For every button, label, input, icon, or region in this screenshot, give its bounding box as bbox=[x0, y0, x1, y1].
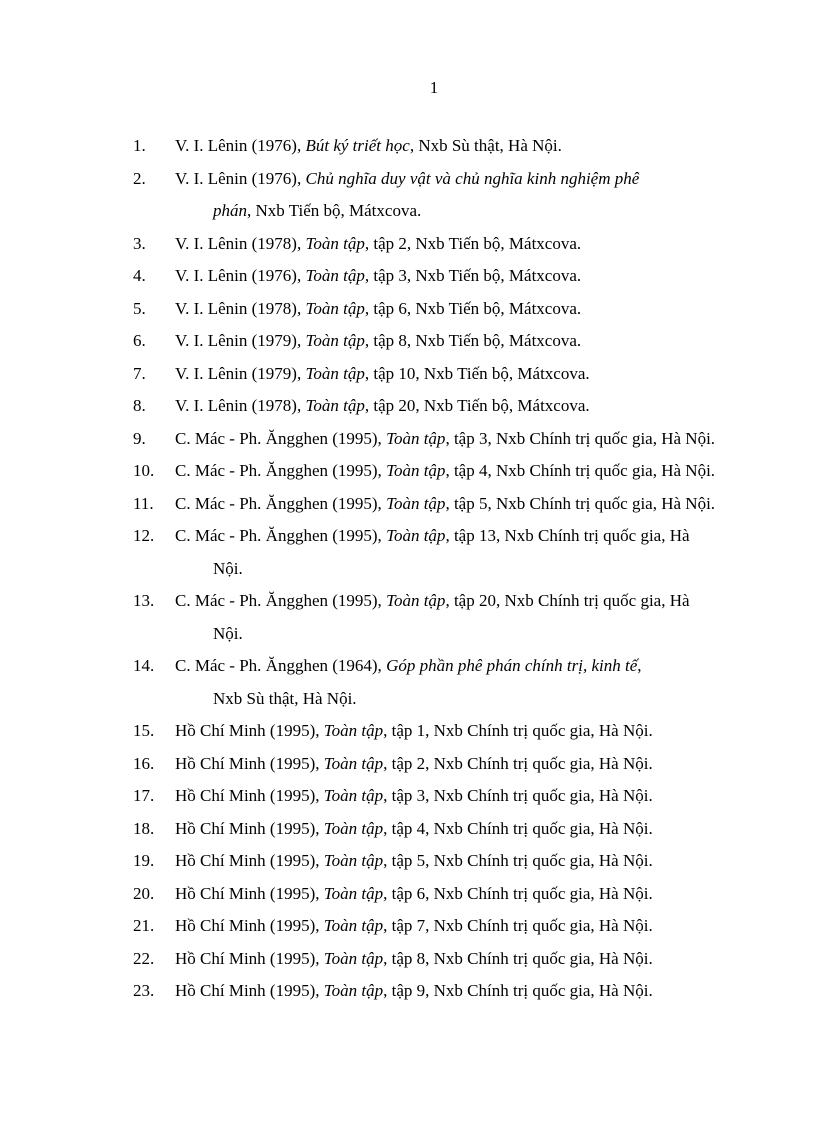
reference-details: , tập 6, Nxb Tiến bộ, Mátxcova. bbox=[364, 298, 582, 318]
reference-item bbox=[133, 455, 740, 488]
reference-list bbox=[0, 130, 816, 1008]
reference-author-year: V. I. Lênin (1979), bbox=[175, 331, 306, 350]
reference-author-year: Hồ Chí Minh (1995), bbox=[175, 786, 324, 805]
reference-number: 19. bbox=[133, 851, 155, 870]
reference-title: Toàn tập bbox=[305, 396, 365, 415]
reference-title: Chủ nghĩa duy vật và chủ nghĩa kinh nghiệm phê bbox=[305, 168, 640, 188]
reference-author-year: V. I. Lênin (1978), bbox=[175, 233, 306, 253]
reference-author-year: C. Mác - Ph. Ăngghen (1964), bbox=[175, 656, 387, 675]
reference-details: , tập 4, Nxb Chính trị quốc gia, Hà Nội. bbox=[445, 461, 716, 480]
reference-continuation bbox=[175, 195, 740, 228]
reference-author-year: Hồ Chí Minh (1995), bbox=[175, 851, 324, 870]
reference-item bbox=[133, 748, 740, 781]
reference-item bbox=[133, 260, 740, 293]
reference-details: , tập 13, Nxb Chính trị quốc gia, Hà bbox=[445, 526, 690, 545]
reference-details: , tập 10, Nxb Tiến bộ, Mátxcova. bbox=[364, 363, 590, 383]
reference-title: Toàn tập bbox=[305, 298, 365, 318]
reference-author-year: Hồ Chí Minh (1995), bbox=[175, 818, 324, 838]
reference-details: , tập 8, Nxb Chính trị quốc gia, Hà Nội. bbox=[383, 948, 653, 968]
reference-author-year: C. Mác - Ph. Ăngghen (1995), bbox=[175, 526, 387, 545]
reference-continuation-text: Nội. bbox=[213, 623, 243, 643]
reference-details: , tập 1, Nxb Chính trị quốc gia, Hà Nội. bbox=[383, 721, 653, 740]
reference-number: 20. bbox=[133, 883, 155, 903]
reference-number: 2. bbox=[133, 168, 146, 188]
reference-item bbox=[133, 358, 740, 391]
reference-details: , tập 20, Nxb Chính trị quốc gia, Hà bbox=[445, 591, 690, 610]
reference-item bbox=[133, 130, 740, 163]
reference-details: , tập 6, Nxb Chính trị quốc gia, Hà Nội. bbox=[383, 883, 653, 903]
reference-number: 15. bbox=[133, 721, 155, 740]
reference-author-year: Hồ Chí Minh (1995), bbox=[175, 948, 324, 968]
reference-author-year: C. Mác - Ph. Ăngghen (1995), bbox=[175, 428, 387, 448]
reference-item bbox=[133, 845, 740, 878]
reference-title: Góp phần phê phán chính trị, kinh tế bbox=[386, 656, 638, 675]
reference-number: 12. bbox=[133, 526, 155, 545]
reference-details: , tập 20, Nxb Tiến bộ, Mátxcova. bbox=[364, 396, 590, 415]
reference-author-year: V. I. Lênin (1978), bbox=[175, 396, 306, 415]
reference-title: Toàn tập bbox=[323, 753, 384, 773]
reference-item bbox=[133, 293, 740, 326]
reference-title: Toàn tập bbox=[305, 266, 365, 285]
reference-details: , tập 3, Nxb Chính trị quốc gia, Hà Nội. bbox=[445, 428, 716, 448]
reference-title: Toàn tập bbox=[386, 493, 446, 513]
reference-number: 16. bbox=[133, 753, 155, 773]
reference-continuation bbox=[175, 618, 740, 651]
reference-title: Toàn tập bbox=[386, 461, 446, 480]
reference-details: , tập 5, Nxb Chính trị quốc gia, Hà Nội. bbox=[383, 851, 653, 870]
reference-author-year: V. I. Lênin (1976), bbox=[175, 136, 306, 155]
reference-continuation bbox=[175, 683, 740, 716]
reference-number: 22. bbox=[133, 948, 155, 968]
reference-title: Toàn tập bbox=[386, 591, 446, 610]
reference-title: Toàn tập bbox=[305, 233, 365, 253]
reference-author-year: C. Mác - Ph. Ăngghen (1995), bbox=[175, 493, 387, 513]
reference-title: Toàn tập bbox=[323, 883, 384, 903]
reference-title: Bút ký triết học bbox=[305, 136, 410, 155]
reference-continuation-text: Nội. bbox=[213, 558, 243, 578]
reference-number: 9. bbox=[133, 428, 146, 448]
reference-details: , Nxb Sù thật, Hà Nội. bbox=[409, 136, 562, 155]
reference-author-year: V. I. Lênin (1976), bbox=[175, 266, 306, 285]
reference-details: , tập 3, Nxb Chính trị quốc gia, Hà Nội. bbox=[383, 786, 653, 805]
reference-author-year: C. Mác - Ph. Ăngghen (1995), bbox=[175, 591, 387, 610]
reference-number: 13. bbox=[133, 591, 155, 610]
reference-item bbox=[133, 943, 740, 976]
reference-item bbox=[133, 325, 740, 358]
reference-number: 6. bbox=[133, 331, 146, 350]
reference-title-continuation: phán bbox=[213, 201, 247, 220]
reference-details: , tập 5, Nxb Chính trị quốc gia, Hà Nội. bbox=[445, 493, 716, 513]
reference-author-year: V. I. Lênin (1976), bbox=[175, 168, 306, 188]
reference-item bbox=[133, 585, 740, 650]
reference-details: , tập 7, Nxb Chính trị quốc gia, Hà Nội. bbox=[383, 916, 653, 935]
reference-title: Toàn tập bbox=[323, 948, 384, 968]
reference-title: Toàn tập bbox=[323, 721, 384, 740]
reference-item bbox=[133, 878, 740, 911]
reference-item bbox=[133, 650, 740, 715]
reference-title: Toàn tập bbox=[305, 331, 365, 350]
reference-number: 1. bbox=[133, 136, 146, 155]
reference-number: 4. bbox=[133, 266, 146, 285]
reference-title: Toàn tập bbox=[305, 363, 365, 383]
reference-author-year: Hồ Chí Minh (1995), bbox=[175, 721, 324, 740]
reference-number: 8. bbox=[133, 396, 146, 415]
reference-title: Toàn tập bbox=[386, 526, 446, 545]
reference-number: 18. bbox=[133, 818, 155, 838]
reference-number: 10. bbox=[133, 461, 155, 480]
reference-details: , tập 8, Nxb Tiến bộ, Mátxcova. bbox=[364, 331, 582, 350]
reference-details: , tập 4, Nxb Chính trị quốc gia, Hà Nội. bbox=[383, 818, 653, 838]
reference-item bbox=[133, 975, 740, 1008]
reference-item bbox=[133, 390, 740, 423]
reference-title: Toàn tập bbox=[386, 428, 446, 448]
reference-number: 21. bbox=[133, 916, 155, 935]
reference-item bbox=[133, 163, 740, 228]
reference-details: , bbox=[637, 656, 642, 675]
reference-item bbox=[133, 488, 740, 521]
reference-number: 7. bbox=[133, 363, 146, 383]
reference-title: Toàn tập bbox=[323, 818, 384, 838]
reference-details: , tập 9, Nxb Chính trị quốc gia, Hà Nội. bbox=[383, 981, 653, 1000]
reference-item bbox=[133, 813, 740, 846]
reference-number: 11. bbox=[133, 493, 154, 513]
reference-title: Toàn tập bbox=[323, 981, 384, 1000]
reference-continuation-text: , Nxb Tiến bộ, Mátxcova. bbox=[247, 201, 422, 220]
reference-item bbox=[133, 910, 740, 943]
reference-number: 14. bbox=[133, 656, 155, 675]
reference-title: Toàn tập bbox=[323, 786, 384, 805]
reference-title: Toàn tập bbox=[323, 916, 384, 935]
reference-item bbox=[133, 423, 740, 456]
reference-details: , tập 2, Nxb Tiến bộ, Mátxcova. bbox=[364, 233, 582, 253]
reference-continuation bbox=[175, 553, 740, 586]
reference-author-year: Hồ Chí Minh (1995), bbox=[175, 883, 324, 903]
reference-author-year: Hồ Chí Minh (1995), bbox=[175, 753, 324, 773]
reference-author-year: C. Mác - Ph. Ăngghen (1995), bbox=[175, 461, 387, 480]
reference-number: 5. bbox=[133, 298, 146, 318]
reference-item bbox=[133, 520, 740, 585]
reference-author-year: V. I. Lênin (1978), bbox=[175, 298, 306, 318]
reference-details: , tập 2, Nxb Chính trị quốc gia, Hà Nội. bbox=[383, 753, 653, 773]
reference-author-year: Hồ Chí Minh (1995), bbox=[175, 916, 324, 935]
reference-number: 3. bbox=[133, 233, 146, 253]
reference-details: , tập 3, Nxb Tiến bộ, Mátxcova. bbox=[364, 266, 582, 285]
reference-number: 23. bbox=[133, 981, 155, 1000]
reference-item bbox=[133, 715, 740, 748]
page-number: 1 bbox=[429, 78, 439, 97]
reference-title: Toàn tập bbox=[323, 851, 384, 870]
reference-author-year: Hồ Chí Minh (1995), bbox=[175, 981, 324, 1000]
reference-author-year: V. I. Lênin (1979), bbox=[175, 363, 306, 383]
reference-item bbox=[133, 780, 740, 813]
reference-number: 17. bbox=[133, 786, 155, 805]
reference-continuation-text: Nxb Sù thật, Hà Nội. bbox=[213, 688, 357, 708]
reference-item bbox=[133, 228, 740, 261]
